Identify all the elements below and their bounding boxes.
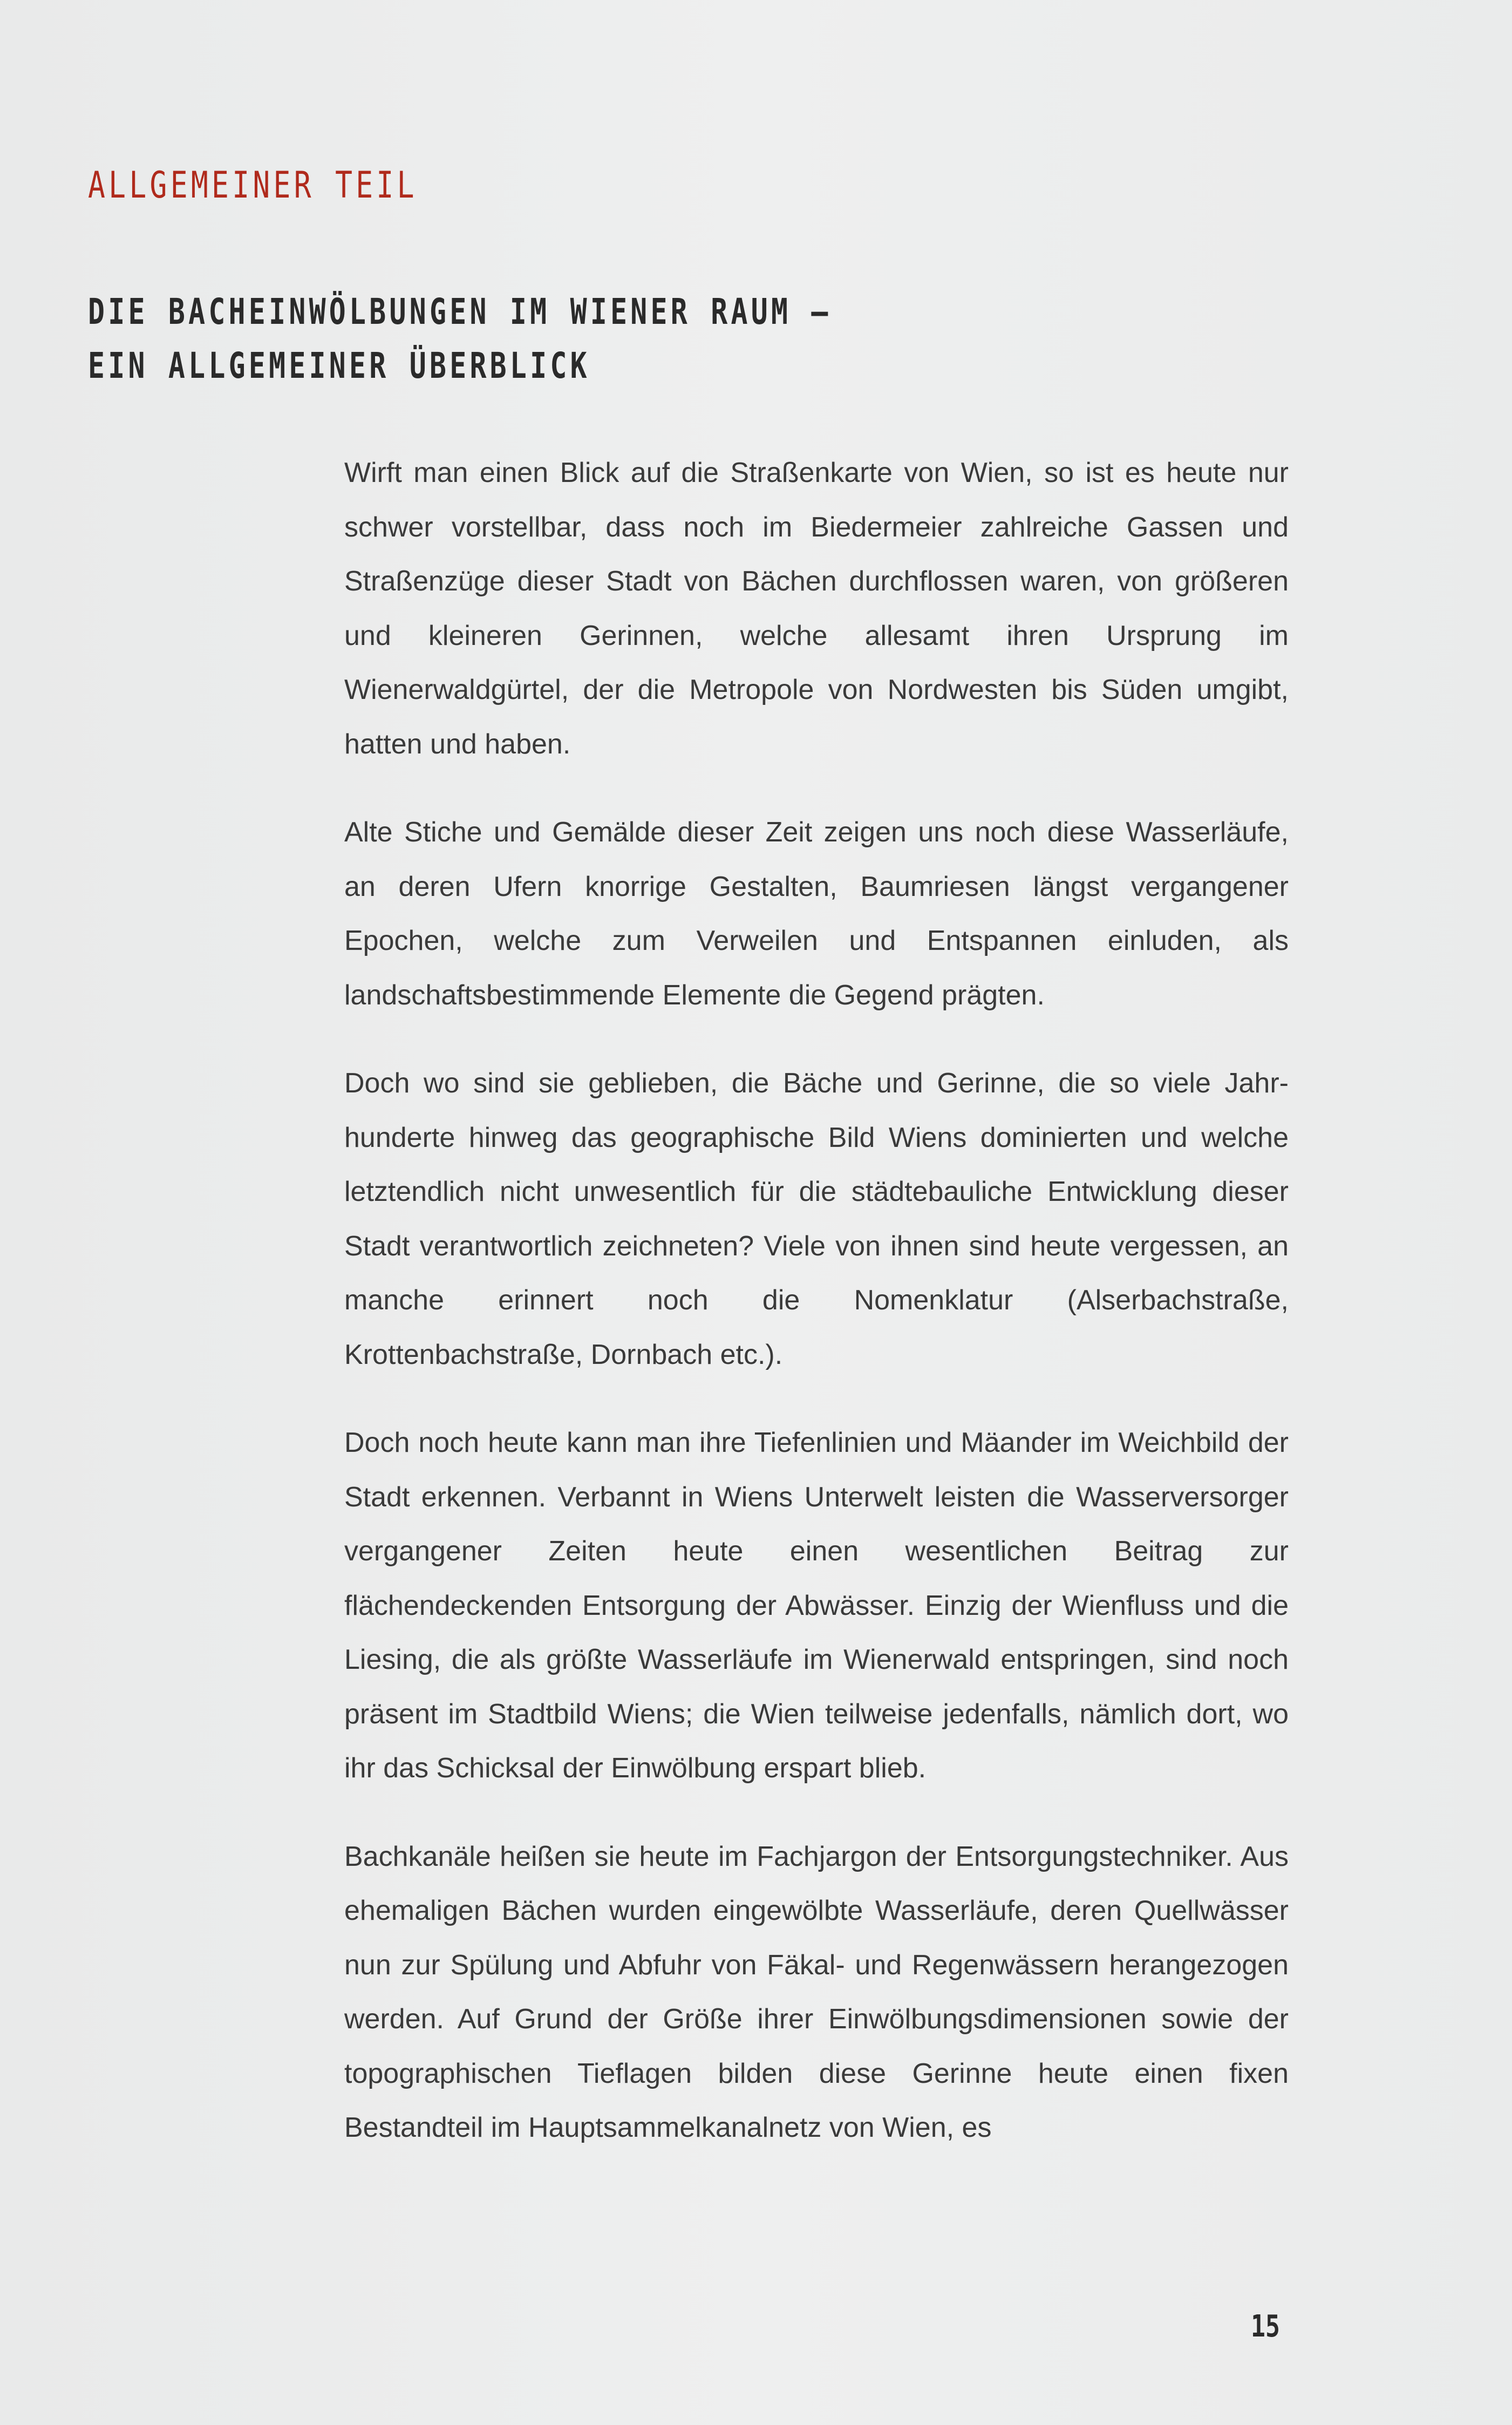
chapter-title-line-1: DIE BACHEINWÖLBUNGEN IM WIENER RAUM – xyxy=(88,291,832,332)
section-label: ALLGEMEINER TEIL xyxy=(88,164,418,207)
paragraph: Doch wo sind sie geblieben, die Bäche und Gerinne, die so viele Jahrhunderte hinweg das geographische Bild Wiens dominierten und welche letztendlich nicht unwesentlich für die städtebauliche Entwicklung dieser Stadt verantwortlich zeichneten? Viele von ihnen sind heute vergessen, an manche erinnert noch die Nomenklatur (Alserbachstraße, Krottenbachstraße, Dornbach etc.). xyxy=(344,1068,1289,1370)
body-text xyxy=(344,446,1289,2189)
chapter-title-line-2: EIN ALLGEMEINER ÜBERBLICK xyxy=(88,345,590,386)
paragraph: Bachkanäle heißen sie heute im Fachjargon der Entsorgungstechniker. Aus ehemaligen Bächen wurden eingewölbte Wasserläufe, deren Quellwässer nun zur Spülung und Abfuhr von Fäkal- und Regenwässern herangezogen werden. Auf Grund der Größe ihrer Einwölbungsdimensionen sowie der topographischen Tieflagen bilden diese Gerinne heute einen fixen Bestandteil im Hauptsammelkanalnetz von Wien, es xyxy=(344,1840,1289,2143)
paragraph: Doch noch heute kann man ihre Tiefenlinien und Mäander im Weichbild der Stadt erkennen. Verbannt in Wiens Unterwelt leisten die Wasserversorger vergangener Zeiten heute einen wesentlichen Beitrag zur flächendeckenden Entsorgung der Abwässer. Einzig der Wienfluss und die Liesing, die als größte Wasserläufe im Wienerwald entspringen, sind noch präsent im Stadtbild Wiens; die Wien teilweise jedenfalls, nämlich dort, wo ihr das Schicksal der Einwölbung erspart blieb. xyxy=(344,1427,1289,1784)
paragraph: Alte Stiche und Gemälde dieser Zeit zeigen uns noch diese Wasserläufe, an deren Ufern knorrige Gestalten, Baumriesen längst vergangener Epochen, welche zum Verweilen und Entspannen einluden, als landschaftsbestimmende Elemente die Gegend prägten. xyxy=(344,817,1289,1011)
page-number: 15 xyxy=(1251,2309,1280,2344)
chapter-title xyxy=(88,285,832,393)
paragraph: Wirft man einen Blick auf die Straßenkarte von Wien, so ist es heute nur schwer vorstellbar, dass noch im Biedermeier zahlreiche Gassen und Straßenzüge dieser Stadt von Bächen durchflossen waren, von größeren und kleineren Gerinnen, welche allesamt ihren Ursprung im Wienerwaldgürtel, der die Metropole von Nordwesten bis Süden umgibt, hatten und haben. xyxy=(344,457,1289,760)
